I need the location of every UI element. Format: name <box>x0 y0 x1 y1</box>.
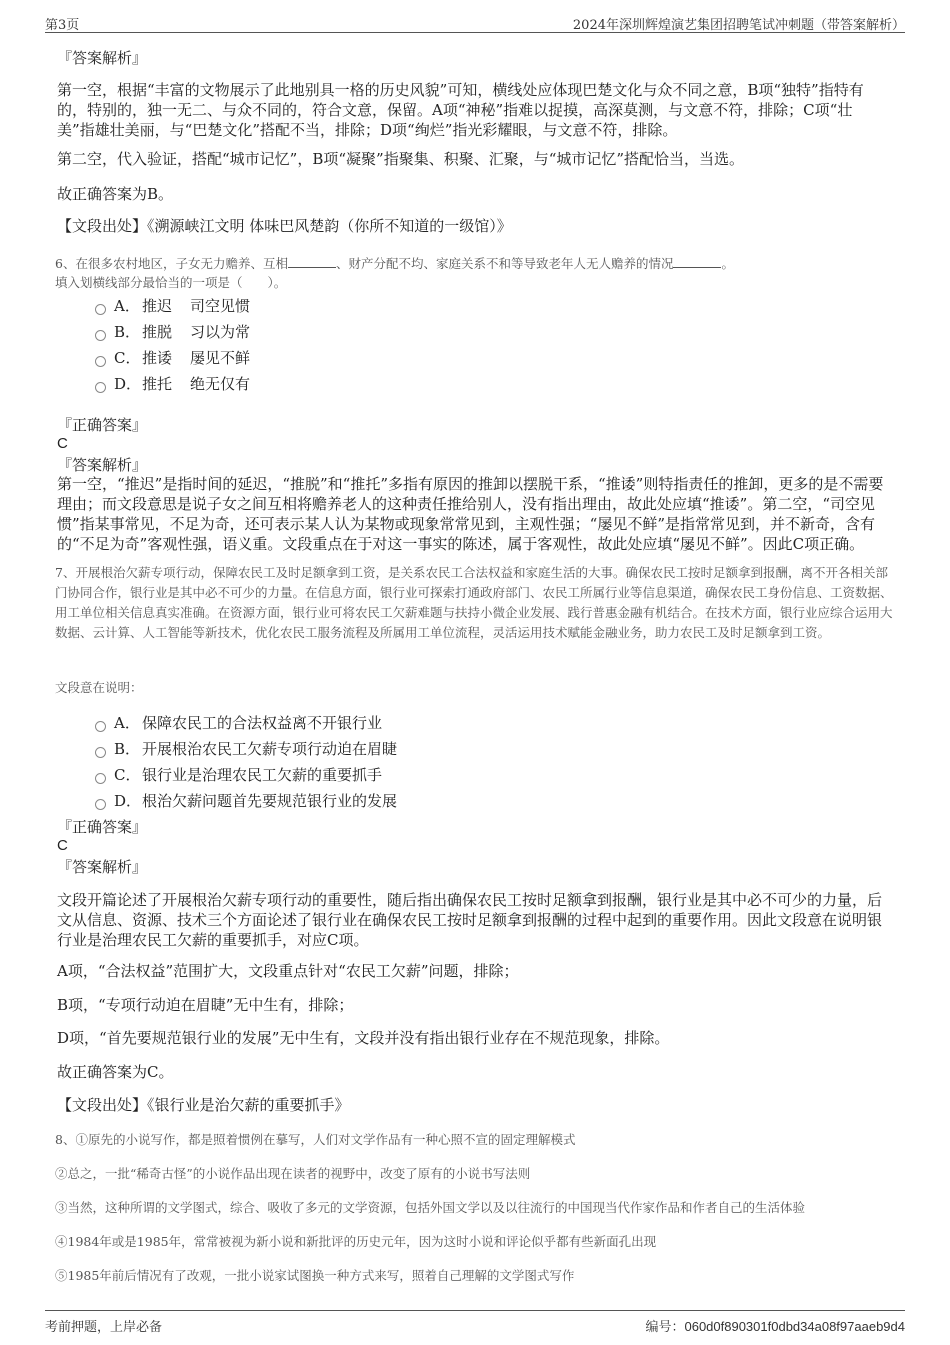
page-number: 第3页 <box>45 18 80 33</box>
q6-analysis: 第一空，“推迟”是指时间的延迟，“推脱”和“推托”多指有原因的推卸以摆脱干系，“推诿”则特指责任的推卸，更多的是不需要理由；而文段意思是说子女之间互相将赡养老人的这种责任推给别人，没有指出理由，故此处应填“推诿”。第二空，“司空见惯”指某事常见，不足为奇，还可表示某人认为某物或现象常常见到，主观性强；“屡见不鲜”是指常常见到，并不新奇，含有的“不足为奇”客观性强，语义重。文段重点在于对这一事实的陈述，属于客观性，故此处应填“屡见不鲜”。因此C项正确。 <box>57 475 884 553</box>
q6-option-b[interactable]: B． 推脱 习以为常 <box>95 322 250 342</box>
radio-button-icon[interactable] <box>95 382 106 393</box>
radio-button-icon[interactable] <box>95 747 106 758</box>
q6-prompt: 填入划横线部分最恰当的一项是（ ）。 <box>55 275 287 290</box>
page-header <box>45 10 905 33</box>
radio-button-icon[interactable] <box>95 330 106 341</box>
q7-source: 【文段出处】《银行业是治欠薪的重要抓手》 <box>57 1096 350 1114</box>
q6-option-a[interactable]: A． 推迟 司空见惯 <box>95 296 250 316</box>
document-title: 2024年深圳辉煌演艺集团招聘笔试冲刺题（带答案解析） <box>572 18 905 33</box>
q6-option-d[interactable]: D．推托 绝无仅有 <box>95 374 250 394</box>
q7-option-c[interactable]: C． 银行业是治理农民工欠薪的重要抓手 <box>95 765 382 785</box>
q5-analysis-p1: 第一空，根据“丰富的文物展示了此地别具一格的历史风貌”可知，横线处应体现巴楚文化与众不同之意，B项“独特”指特有的，特别的，独一无二、与众不同的，符合文意，保留。A项“神秘”指难以捉摸，高深莫测，与文意不符，排除；C项“壮美”指雄壮美丽，与“巴楚文化”搭配不当，排除；D项“绚烂”指光彩耀眼，与文意不符，排除。 <box>57 81 864 139</box>
q7-analysis: 文段开篇论述了开展根治欠薪专项行动的重要性，随后指出确保农民工按时足额拿到报酬，银行业是其中必不可少的力量，后文从信息、资源、技术三个方面论述了银行业在确保农民工按时足额拿到报酬的过程中起到的重要作用。因此文段意在说明银行业是治理农民工欠薪的重要抓手，对应C项。 <box>57 891 883 949</box>
radio-button-icon[interactable] <box>95 304 106 315</box>
q8-sentence-2: ②总之，一批“稀奇古怪”的小说作品出现在读者的视野中，改变了原有的小说书写法则 <box>55 1166 531 1181</box>
page-footer <box>45 1310 905 1335</box>
answer-blank-1 <box>288 255 336 268</box>
q8-sentence-4: ④1984年或是1985年，常常被视为新小说和新批评的历史元年，因为这时小说和评论似乎都有些新面孔出现 <box>55 1234 657 1249</box>
q7-option-d[interactable]: D．根治欠薪问题首先要规范银行业的发展 <box>95 791 397 811</box>
q7-conclusion: 故正确答案为C。 <box>57 1063 174 1081</box>
q7-correct-label: 『正确答案』 <box>57 818 148 836</box>
q5-source: 【文段出处】《溯源峡江文明 体味巴风楚韵（你所不知道的一级馆）》 <box>57 217 512 235</box>
q7-analysis-label: 『答案解析』 <box>57 858 148 876</box>
q5-analysis-label: 『答案解析』 <box>57 49 148 67</box>
q6-stem: 6、在很多农村地区，子女无力赡养、互相 、财产分配不均、家庭关系不和等导致老年人无人赡养的情况 。 <box>55 256 734 271</box>
footer-slogan: 考前押题，上岸必备 <box>45 1320 163 1335</box>
q6-option-c[interactable]: C． 推诿 屡见不鲜 <box>95 348 250 368</box>
q8-sentence-1: 8、①原先的小说写作，都是照着惯例在摹写，人们对文学作品有一种心照不宣的固定理解模式 <box>55 1132 576 1147</box>
q7-prompt: 文段意在说明： <box>55 680 143 695</box>
q6-analysis-label: 『答案解析』 <box>57 456 148 474</box>
q8-sentence-3: ③当然，这种所谓的文学图式，综合、吸收了多元的文学资源，包括外国文学以及以往流行的中国现当代作家作品和作者自己的生活体验 <box>55 1200 806 1215</box>
q5-analysis-p2: 第二空，代入验证，搭配“城市记忆”，B项“凝聚”指聚集、积聚、汇聚，与“城市记忆”搭配恰当，当选。 <box>57 150 745 168</box>
q7-option-b[interactable]: B． 开展根治农民工欠薪专项行动迫在眉睫 <box>95 739 397 759</box>
radio-button-icon[interactable] <box>95 799 106 810</box>
q6-answer: C <box>57 435 68 452</box>
q6-correct-label: 『正确答案』 <box>57 416 148 434</box>
q7-note-d: D项，“首先要规范银行业的发展”无中生有，文段并没有指出银行业存在不规范现象，排除。 <box>57 1029 670 1047</box>
q7-option-a[interactable]: A． 保障农民工的合法权益离不开银行业 <box>95 713 382 733</box>
document-id: 编号：060d0f890301f0dbd34a08f97aaeb9d4 <box>645 1319 905 1334</box>
q7-stem: 7、开展根治欠薪专项行动，保障农民工及时足额拿到工资，是关系农民工合法权益和家庭生活的大事。确保农民工按时足额拿到报酬，离不开各相关部门协同合作，银行业是其中必不可少的力量。在信息方面，银行业可探索打通政府部门、农民工所属行业等信息渠道，确保农民工身份信息、工资数据、用工单位相关信息真实准确。在资源方面，银行业可将农民工欠薪难题与扶持小微企业发展、践行普惠金融有机结合。在技术方面，银行业应综合运用大数据、云计算、人工智能等新技术，优化农民工服务流程及所属用工单位流程，灵活运用技术赋能金融业务，助力农民工及时足额拿到工资。 <box>55 565 893 640</box>
q7-note-b: B项，“专项行动迫在眉睫”无中生有，排除； <box>57 996 354 1014</box>
q7-answer: C <box>57 837 68 854</box>
q8-sentence-5: ⑤1985年前后情况有了改观，一批小说家试图换一种方式来写，照着自己理解的文学图式写作 <box>55 1268 575 1283</box>
radio-button-icon[interactable] <box>95 721 106 732</box>
answer-blank-2 <box>673 255 721 268</box>
q5-conclusion: 故正确答案为B。 <box>57 185 174 203</box>
radio-button-icon[interactable] <box>95 356 106 367</box>
q7-note-a: A项，“合法权益”范围扩大，文段重点针对“农民工欠薪”问题，排除； <box>57 962 519 980</box>
radio-button-icon[interactable] <box>95 773 106 784</box>
